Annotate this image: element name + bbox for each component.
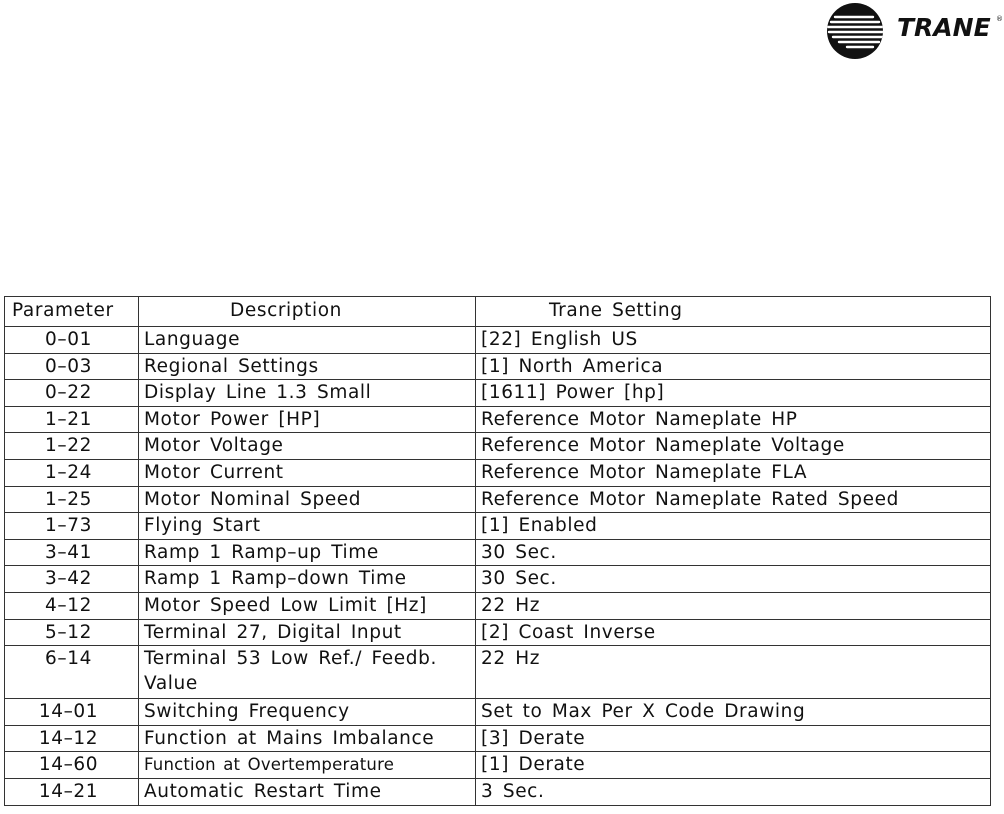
description-cell: Regional Settings xyxy=(139,353,476,380)
parameter-cell: 1–21 xyxy=(5,406,139,433)
description-cell: Function at Mains Imbalance xyxy=(139,725,476,752)
table-row xyxy=(5,752,991,779)
parameter-cell: 0–03 xyxy=(5,353,139,380)
setting-cell: [1] North America xyxy=(476,353,991,380)
setting-cell: [22] English US xyxy=(476,327,991,354)
description-cell: Motor Nominal Speed xyxy=(139,486,476,513)
description-cell: Motor Speed Low Limit [Hz] xyxy=(139,592,476,619)
parameter-cell: 14–12 xyxy=(5,725,139,752)
header-description: Description xyxy=(139,297,476,327)
parameter-cell: 1–73 xyxy=(5,513,139,540)
parameter-cell: 1–22 xyxy=(5,433,139,460)
parameter-cell: 3–42 xyxy=(5,566,139,593)
parameter-settings-table xyxy=(4,296,991,806)
table-row xyxy=(5,566,991,593)
setting-cell: Reference Motor Nameplate FLA xyxy=(476,459,991,486)
setting-cell: [3] Derate xyxy=(476,725,991,752)
setting-cell: Set to Max Per X Code Drawing xyxy=(476,699,991,726)
table-row xyxy=(5,433,991,460)
description-cell: Function at Overtemperature xyxy=(139,752,476,779)
parameter-cell: 4–12 xyxy=(5,592,139,619)
table-row xyxy=(5,459,991,486)
parameter-cell: 1–25 xyxy=(5,486,139,513)
parameter-cell: 14–60 xyxy=(5,752,139,779)
description-cell: Flying Start xyxy=(139,513,476,540)
parameter-cell: 14–01 xyxy=(5,699,139,726)
setting-cell: 30 Sec. xyxy=(476,566,991,593)
description-cell: Ramp 1 Ramp–up Time xyxy=(139,539,476,566)
parameter-cell: 3–41 xyxy=(5,539,139,566)
setting-cell: Reference Motor Nameplate Rated Speed xyxy=(476,486,991,513)
header-trane-setting: Trane Setting xyxy=(476,297,991,327)
table-row xyxy=(5,778,991,805)
table-row xyxy=(5,646,991,699)
description-cell: Motor Power [HP] xyxy=(139,406,476,433)
table-row xyxy=(5,539,991,566)
setting-cell: Reference Motor Nameplate HP xyxy=(476,406,991,433)
table-header-row xyxy=(5,297,991,327)
table-row xyxy=(5,725,991,752)
description-cell: Terminal 53 Low Ref./ Feedb. Value xyxy=(139,646,476,699)
parameter-cell: 1–24 xyxy=(5,459,139,486)
setting-cell: Reference Motor Nameplate Voltage xyxy=(476,433,991,460)
trane-logo xyxy=(825,2,1003,60)
description-cell: Automatic Restart Time xyxy=(139,778,476,805)
description-cell: Motor Voltage xyxy=(139,433,476,460)
trane-globe-icon xyxy=(825,2,889,60)
table-row xyxy=(5,486,991,513)
table-row xyxy=(5,327,991,354)
parameter-cell: 0–22 xyxy=(5,380,139,407)
setting-cell: [1611] Power [hp] xyxy=(476,380,991,407)
parameter-cell: 6–14 xyxy=(5,646,139,699)
parameter-cell: 0–01 xyxy=(5,327,139,354)
header-parameter: Parameter xyxy=(5,297,139,327)
description-cell: Language xyxy=(139,327,476,354)
setting-cell: [1] Enabled xyxy=(476,513,991,540)
setting-cell: 22 Hz xyxy=(476,592,991,619)
parameter-cell: 5–12 xyxy=(5,619,139,646)
table-row xyxy=(5,380,991,407)
table-row xyxy=(5,513,991,540)
setting-cell: [2] Coast Inverse xyxy=(476,619,991,646)
description-cell: Switching Frequency xyxy=(139,699,476,726)
table-row xyxy=(5,699,991,726)
table-row xyxy=(5,619,991,646)
registered-mark: ® xyxy=(996,15,1003,23)
description-cell: Ramp 1 Ramp–down Time xyxy=(139,566,476,593)
setting-cell: 22 Hz xyxy=(476,646,991,699)
description-cell: Display Line 1.3 Small xyxy=(139,380,476,407)
setting-cell: 30 Sec. xyxy=(476,539,991,566)
description-cell: Motor Current xyxy=(139,459,476,486)
setting-cell: [1] Derate xyxy=(476,752,991,779)
table-row xyxy=(5,406,991,433)
parameter-cell: 14–21 xyxy=(5,778,139,805)
trane-wordmark: TRANE xyxy=(897,13,991,42)
table-row xyxy=(5,592,991,619)
description-cell: Terminal 27, Digital Input xyxy=(139,619,476,646)
table-row xyxy=(5,353,991,380)
setting-cell: 3 Sec. xyxy=(476,778,991,805)
